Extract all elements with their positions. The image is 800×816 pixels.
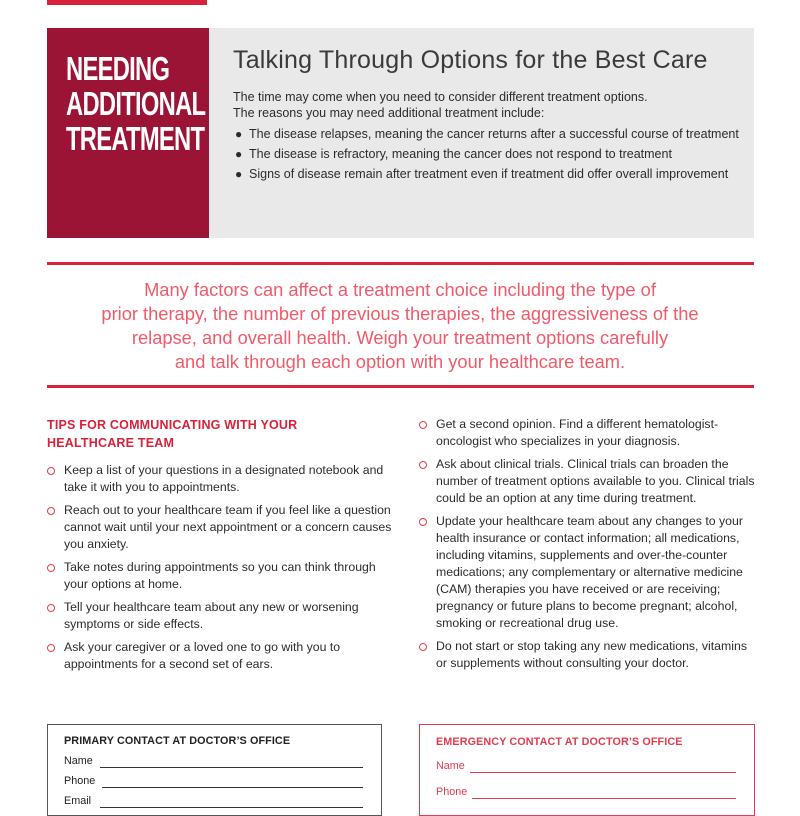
intro-line: The time may come when you need to consider different treatment options.	[233, 90, 648, 104]
name-field[interactable]	[436, 754, 736, 780]
tip-text: Keep a list of your questions in a designated notebook and take it with you to appointments.	[64, 463, 384, 494]
intro-text	[233, 89, 748, 121]
pull-quote-line: prior therapy, the number of previous therapies, the aggressiveness of the	[101, 303, 699, 324]
tip-text: Tell your healthcare team about any new or worsening symptoms or side effects.	[64, 600, 359, 631]
write-line[interactable]	[102, 787, 363, 788]
tip-text: Update your healthcare team about any changes to your health insurance or contact information; all medications, including vitamins, supplements and over-the-counter medications; any complementary or alternative medicine (CAM) therapies you have received or are receiving; pregnancy or future plans to become pregnant; alcohol, smoking or recreational drug use.	[436, 514, 743, 630]
tips-left-column	[47, 416, 392, 679]
phone-field[interactable]	[64, 773, 363, 793]
reasons-list	[233, 126, 748, 182]
divider-bottom	[47, 385, 754, 388]
tips-list	[47, 462, 392, 673]
reason-text: The disease is refractory, meaning the cancer does not respond to treatment	[249, 147, 672, 161]
tips-right-column	[419, 416, 757, 678]
email-field[interactable]	[64, 793, 363, 813]
tip-text: Ask about clinical trials. Clinical trials can broaden the number of treatment options available to you. Clinical trials could be an option at any time during treatment.	[436, 457, 755, 505]
tip-item	[47, 639, 392, 673]
circle-bullet-icon	[47, 507, 55, 515]
tip-item	[419, 638, 757, 672]
bullet-icon: ●	[235, 147, 243, 161]
primary-contact-box	[47, 724, 382, 816]
emergency-contact-box	[419, 724, 755, 816]
reason-text: The disease relapses, meaning the cancer returns after a successful course of treatment	[249, 127, 739, 141]
reason-item	[233, 146, 748, 162]
circle-bullet-icon	[47, 604, 55, 612]
bullet-icon: ●	[235, 167, 243, 181]
intro-line: The reasons you may need additional treatment include:	[233, 106, 545, 120]
emergency-contact-title: EMERGENCY CONTACT AT DOCTOR’S OFFICE	[436, 736, 683, 748]
primary-contact-title: PRIMARY CONTACT AT DOCTOR’S OFFICE	[64, 735, 291, 747]
tip-item	[47, 462, 392, 496]
write-line[interactable]	[470, 772, 736, 773]
reason-item	[233, 126, 748, 142]
field-label: Name	[436, 760, 465, 772]
header-content	[233, 46, 748, 186]
tip-text: Ask your caregiver or a loved one to go with you to appointments for a second set of ears.	[64, 640, 341, 671]
field-label: Phone	[436, 786, 468, 798]
phone-field[interactable]	[436, 780, 736, 806]
write-line[interactable]	[100, 767, 363, 768]
pull-quote-line: and talk through each option with your healthcare team.	[174, 351, 626, 372]
field-label: Email	[64, 795, 91, 807]
field-label: Name	[64, 755, 93, 767]
tip-item	[419, 416, 757, 450]
tips-heading-line: TIPS FOR COMMUNICATING WITH YOUR	[47, 418, 298, 432]
field-label: Phone	[64, 775, 96, 787]
tip-text: Do not start or stop taking any new medications, vitamins or supplements without consulting your doctor.	[436, 639, 747, 670]
circle-bullet-icon	[419, 518, 427, 526]
pull-quote-line: Many factors can affect a treatment choice including the type of	[144, 279, 656, 300]
tip-text: Get a second opinion. Find a different hematologist-oncologist who specializes in your diagnosis.	[436, 417, 719, 448]
tip-item	[47, 599, 392, 633]
name-field[interactable]	[64, 753, 363, 773]
divider-top	[47, 262, 754, 265]
pull-quote	[60, 278, 740, 374]
circle-bullet-icon	[47, 644, 55, 652]
page-heading: Talking Through Options for the Best Care	[233, 46, 708, 74]
top-accent-bar	[47, 0, 207, 5]
reason-item	[233, 166, 748, 182]
tip-item	[47, 502, 392, 553]
tip-item	[419, 513, 757, 632]
write-line[interactable]	[472, 798, 736, 799]
section-title-line: TREATMENT	[66, 120, 205, 157]
tip-text: Reach out to your healthcare team if you feel like a question cannot wait until your next appointment or a concern causes you anxiety.	[64, 503, 392, 551]
section-title	[47, 51, 259, 156]
circle-bullet-icon	[47, 564, 55, 572]
header-section	[47, 28, 754, 238]
tip-text: Take notes during appointments so you can think through your options at home.	[64, 560, 376, 591]
section-title-block	[47, 28, 209, 238]
reason-text: Signs of disease remain after treatment even if treatment did offer overall improvement	[249, 167, 729, 181]
section-title-line: ADDITIONAL	[66, 85, 206, 122]
circle-bullet-icon	[419, 461, 427, 469]
pull-quote-line: relapse, and overall health. Weigh your treatment options carefully	[131, 327, 669, 348]
tip-item	[419, 456, 757, 507]
tips-heading	[47, 416, 392, 452]
circle-bullet-icon	[47, 467, 55, 475]
tips-heading-line: HEALTHCARE TEAM	[47, 436, 175, 450]
section-title-line: NEEDING	[66, 50, 170, 87]
write-line[interactable]	[100, 807, 363, 808]
tip-item	[47, 559, 392, 593]
tips-list	[419, 416, 757, 672]
circle-bullet-icon	[419, 421, 427, 429]
bullet-icon: ●	[235, 127, 243, 141]
circle-bullet-icon	[419, 643, 427, 651]
